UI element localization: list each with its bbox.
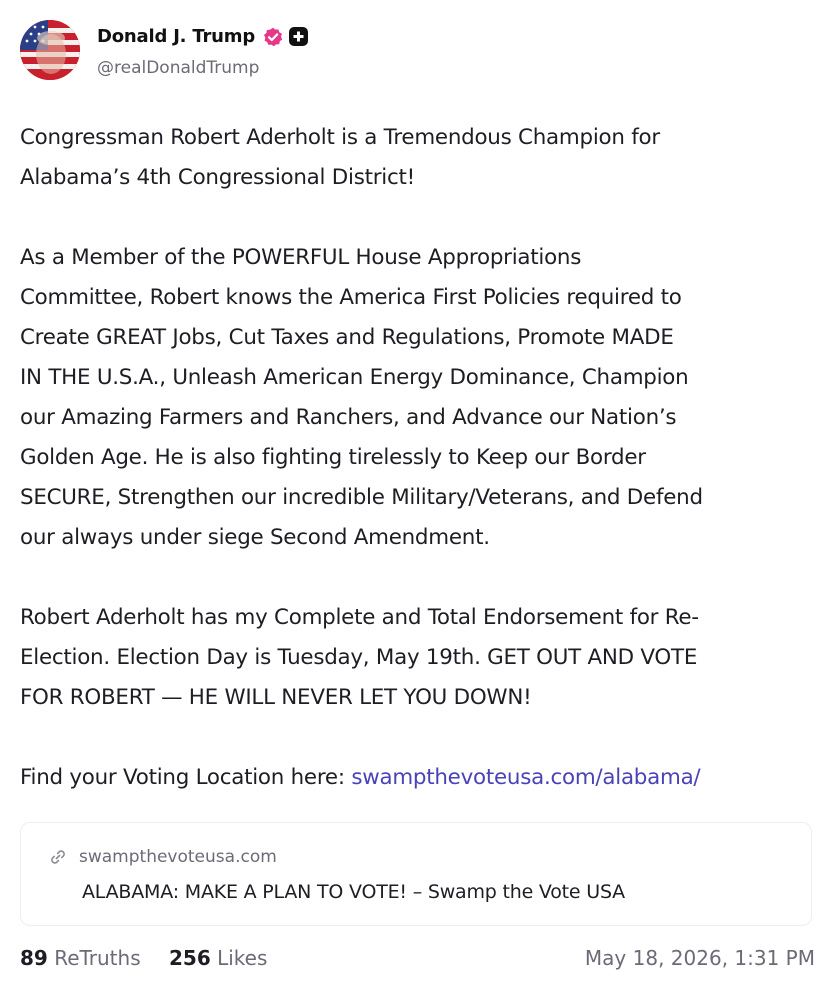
- voting-prompt-text: Find your Voting Location here:: [20, 765, 352, 790]
- post-footer: [20, 946, 815, 976]
- post-paragraph: Robert Aderholt has my Complete and Total Endorsement for Re- Election. Election Day is Tuesday, May 19th. GET OUT AND VOTE FOR ROBERT — HE WILL NEVER LET YOU DOWN!: [20, 605, 699, 710]
- likes-label: Likes: [217, 946, 268, 970]
- author-avatar[interactable]: [20, 20, 80, 80]
- author-display-name[interactable]: Donald J. Trump: [97, 26, 256, 47]
- voting-location-link[interactable]: swampthevoteusa.com/alabama/: [351, 765, 701, 790]
- likes-stat[interactable]: [169, 946, 267, 970]
- post-header: [20, 20, 820, 84]
- author-handle[interactable]: @realDonaldTrump: [97, 58, 260, 78]
- post-paragraph: As a Member of the POWERFUL House Appropriations Committee, Robert knows the America First Policies required to Create GREAT Jobs, Cut Taxes and Regulations, Promote MADE IN THE U.S.A., Unleash American Energy Dominance, Champion our Amazing Farmers and Ranchers, and Advance our Nation’s Golden Age. He is also fighting tirelessly to Keep our Border SECURE, Strengthen our incredible Military/Veterans, and Defend our always under siege Second Amendment.: [20, 245, 703, 550]
- verified-badge-icon: [263, 27, 283, 47]
- retruths-label: ReTruths: [54, 946, 141, 970]
- link-card-title[interactable]: ALABAMA: MAKE A PLAN TO VOTE! – Swamp the Vote USA: [82, 881, 625, 903]
- link-icon: [49, 848, 67, 866]
- likes-count: 256: [169, 946, 211, 970]
- link-card-domain: swampthevoteusa.com: [79, 847, 277, 867]
- plus-badge-icon: [289, 27, 308, 46]
- link-card-domain-row: [49, 847, 277, 867]
- retruths-count: 89: [20, 946, 48, 970]
- american-flag-portrait-avatar-icon: [20, 20, 80, 80]
- post-timestamp[interactable]: May 18, 2026, 1:31 PM: [584, 946, 815, 970]
- post-body: [20, 118, 825, 798]
- voting-location-line: [20, 758, 825, 798]
- author-name-row: [97, 26, 308, 47]
- post-paragraph: Congressman Robert Aderholt is a Tremendous Champion for Alabama’s 4th Congressional District!: [20, 125, 660, 190]
- link-preview-card[interactable]: [20, 822, 812, 926]
- retruths-stat[interactable]: [20, 946, 141, 970]
